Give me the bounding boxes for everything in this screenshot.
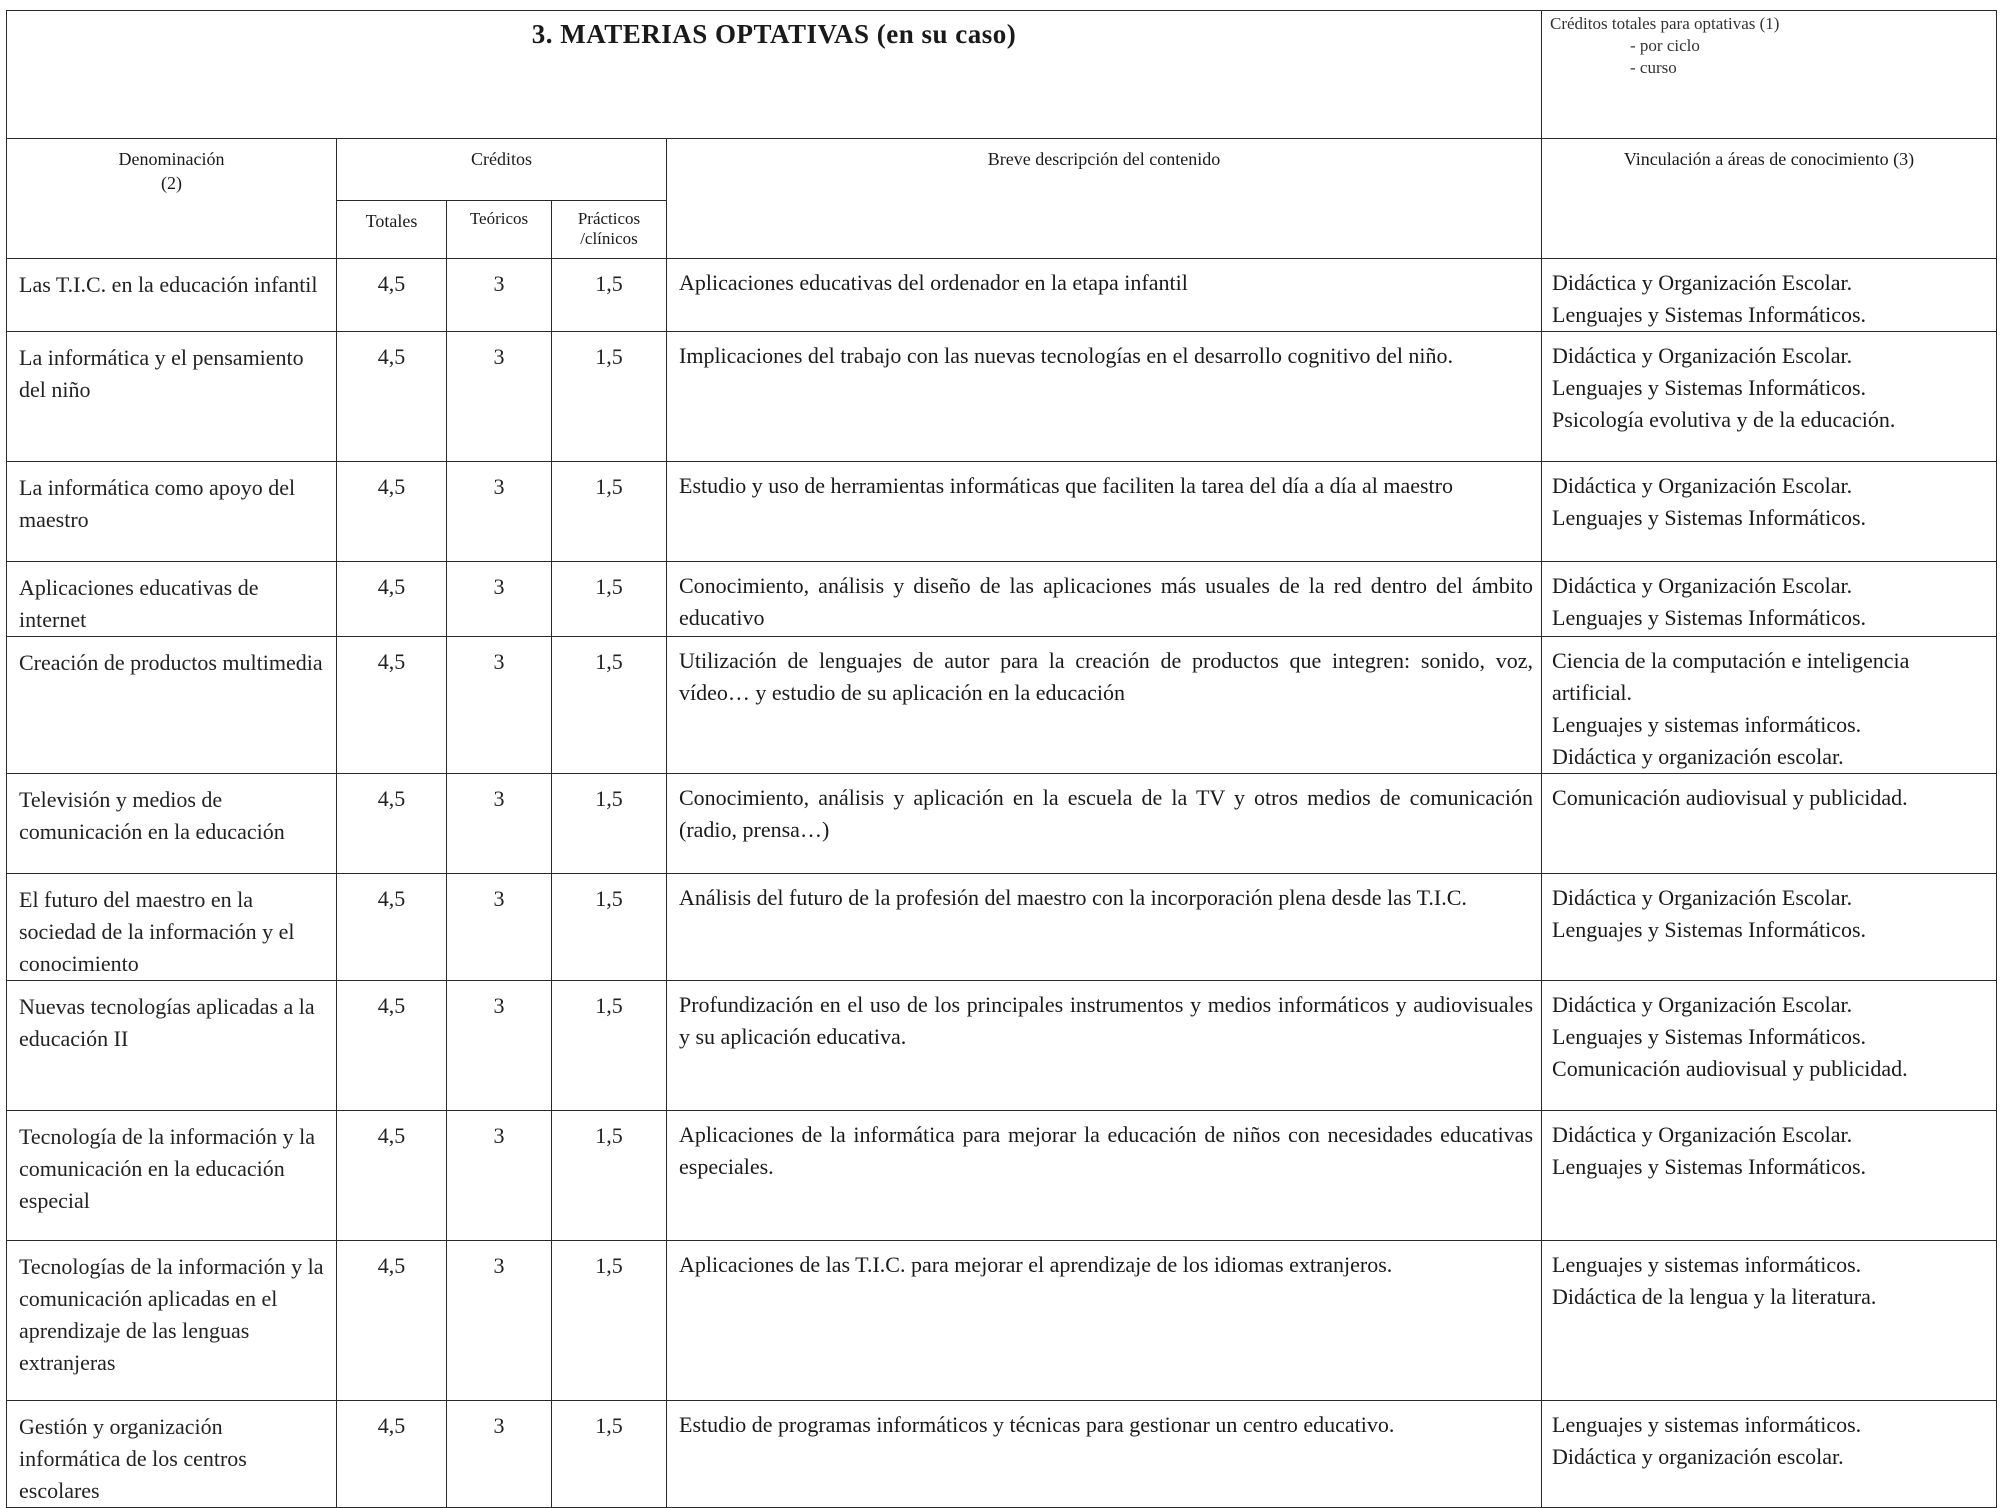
knowledge-areas (1542, 981, 1997, 1111)
credits-teoricos: 3 (447, 981, 552, 1111)
header-vinculacion-label: Vinculación a áreas de conocimiento (3) (1623, 149, 1915, 169)
header-practicos: Prácticos /clínicos (552, 201, 667, 259)
knowledge-areas (1542, 1111, 1997, 1241)
credits-teoricos: 3 (447, 774, 552, 874)
subject-description: Profundización en el uso de los principales instrumentos y medios informáticos y audiovisuales y su aplicación educativa. (667, 981, 1542, 1111)
knowledge-areas (1542, 1241, 1997, 1401)
knowledge-area-item: Lenguajes y Sistemas Informáticos. (1552, 302, 1867, 327)
knowledge-area-item: Didáctica y Organización Escolar. (1552, 270, 1853, 295)
header-vinculacion (1542, 139, 1997, 259)
credits-totales: 4,5 (337, 462, 447, 562)
subject-description: Estudio de programas informáticos y técnicas para gestionar un centro educativo. (667, 1401, 1542, 1508)
credits-practicos: 1,5 (552, 1241, 667, 1401)
subject-description: Análisis del futuro de la profesión del maestro con la incorporación plena desde las T.I.C. (667, 874, 1542, 981)
knowledge-area-item: Comunicación audiovisual y publicidad. (1552, 785, 1908, 810)
knowledge-area-item: Lenguajes y Sistemas Informáticos. (1552, 917, 1867, 942)
knowledge-areas (1542, 462, 1997, 562)
knowledge-area-item: Didáctica y Organización Escolar. (1552, 885, 1853, 910)
credits-per-cycle-label: - por ciclo (1630, 36, 1700, 55)
credits-teoricos: 3 (447, 637, 552, 774)
subject-name: Televisión y medios de comunicación en la educación (7, 774, 337, 874)
subject-description: Aplicaciones de la informática para mejorar la educación de niños con necesidades educativas especiales. (667, 1111, 1542, 1241)
subject-description: Conocimiento, análisis y diseño de las aplicaciones más usuales de la red dentro del ámbito educativo (667, 562, 1542, 637)
knowledge-area-item: Psicología evolutiva y de la educación. (1552, 407, 1896, 432)
credits-practicos: 1,5 (552, 259, 667, 332)
knowledge-area-item: Didáctica y organización escolar. (1552, 744, 1844, 769)
credits-totales: 4,5 (337, 774, 447, 874)
credits-totales: 4,5 (337, 1111, 447, 1241)
header-denominacion (7, 139, 337, 259)
knowledge-area-item: Lenguajes y Sistemas Informáticos. (1552, 375, 1867, 400)
knowledge-area-item: Didáctica y Organización Escolar. (1552, 573, 1853, 598)
subject-row (7, 462, 1997, 562)
credits-teoricos: 3 (447, 1241, 552, 1401)
subject-description: Conocimiento, análisis y aplicación en la escuela de la TV y otros medios de comunicación (radio, prensa…) (667, 774, 1542, 874)
knowledge-areas (1542, 874, 1997, 981)
knowledge-area-item: Comunicación audiovisual y publicidad. (1552, 1056, 1908, 1081)
subject-name: La informática y el pensamiento del niño (7, 332, 337, 462)
subject-description: Estudio y uso de herramientas informáticas que faciliten la tarea del día a día al maestro (667, 462, 1542, 562)
subject-name: Tecnología de la información y la comunicación en la educación especial (7, 1111, 337, 1241)
knowledge-area-item: Didáctica de la lengua y la literatura. (1552, 1284, 1877, 1309)
credits-total-label: Créditos totales para optativas (1) (1550, 14, 1780, 33)
credits-practicos: 1,5 (552, 332, 667, 462)
header-totales: Totales (337, 201, 447, 259)
subject-description: Utilización de lenguajes de autor para la creación de productos que integren: sonido, voz, vídeo… y estudio de su aplicación en la educación (667, 637, 1542, 774)
credits-practicos: 1,5 (552, 637, 667, 774)
knowledge-area-item: Didáctica y Organización Escolar. (1552, 473, 1853, 498)
subject-name: Aplicaciones educativas de internet (7, 562, 337, 637)
credits-summary-cell (1542, 11, 1997, 139)
subject-row (7, 874, 1997, 981)
subject-name: El futuro del maestro en la sociedad de la información y el conocimiento (7, 874, 337, 981)
subject-row (7, 562, 1997, 637)
subject-name: Nuevas tecnologías aplicadas a la educación II (7, 981, 337, 1111)
knowledge-area-item: Didáctica y Organización Escolar. (1552, 992, 1853, 1017)
knowledge-areas (1542, 332, 1997, 462)
knowledge-areas (1542, 774, 1997, 874)
credits-teoricos: 3 (447, 462, 552, 562)
header-teoricos: Teóricos (447, 201, 552, 259)
credits-teoricos: 3 (447, 332, 552, 462)
subject-description: Implicaciones del trabajo con las nuevas tecnologías en el desarrollo cognitivo del niño. (667, 332, 1542, 462)
credits-practicos: 1,5 (552, 774, 667, 874)
subject-name: Tecnologías de la información y la comunicación aplicadas en el aprendizaje de las lenguas extranjeras (7, 1241, 337, 1401)
credits-practicos: 1,5 (552, 1401, 667, 1508)
knowledge-areas (1542, 562, 1997, 637)
credits-teoricos: 3 (447, 562, 552, 637)
credits-totales: 4,5 (337, 981, 447, 1111)
subject-row (7, 637, 1997, 774)
credits-practicos: 1,5 (552, 981, 667, 1111)
knowledge-area-item: Lenguajes y sistemas informáticos. (1552, 1252, 1862, 1277)
subject-row (7, 1241, 1997, 1401)
optional-subjects-table (6, 10, 1997, 1508)
credits-practicos: 1,5 (552, 874, 667, 981)
subject-row (7, 981, 1997, 1111)
subject-row (7, 1111, 1997, 1241)
knowledge-area-item: Ciencia de la computación e inteligencia artificial. (1552, 648, 1910, 705)
knowledge-area-item: Lenguajes y Sistemas Informáticos. (1552, 1024, 1867, 1049)
knowledge-area-item: Lenguajes y sistemas informáticos. (1552, 712, 1862, 737)
credits-totales: 4,5 (337, 637, 447, 774)
knowledge-areas (1542, 1401, 1997, 1508)
knowledge-area-item: Lenguajes y Sistemas Informáticos. (1552, 505, 1867, 530)
subject-row (7, 332, 1997, 462)
credits-totales: 4,5 (337, 259, 447, 332)
subject-name: Las T.I.C. en la educación infantil (7, 259, 337, 332)
knowledge-areas (1542, 637, 1997, 774)
subject-row (7, 259, 1997, 332)
subject-name: Creación de productos multimedia (7, 637, 337, 774)
subject-row (7, 774, 1997, 874)
header-creditos: Créditos (337, 139, 667, 201)
credits-teoricos: 3 (447, 874, 552, 981)
header-descripcion: Breve descripción del contenido (667, 139, 1542, 259)
credits-per-course-label: - curso (1630, 58, 1677, 77)
credits-practicos: 1,5 (552, 1111, 667, 1241)
credits-totales: 4,5 (337, 332, 447, 462)
credits-teoricos: 3 (447, 259, 552, 332)
credits-teoricos: 3 (447, 1111, 552, 1241)
knowledge-areas (1542, 259, 1997, 332)
section-title: 3. MATERIAS OPTATIVAS (en su caso) (531, 19, 1017, 49)
credits-teoricos: 3 (447, 1401, 552, 1508)
credits-totales: 4,5 (337, 1401, 447, 1508)
subject-name: Gestión y organización informática de los centros escolares (7, 1401, 337, 1508)
subjects-body (7, 259, 1997, 1508)
knowledge-area-item: Didáctica y Organización Escolar. (1552, 343, 1853, 368)
credits-practicos: 1,5 (552, 562, 667, 637)
subject-name: La informática como apoyo del maestro (7, 462, 337, 562)
credits-practicos: 1,5 (552, 462, 667, 562)
knowledge-area-item: Didáctica y organización escolar. (1552, 1444, 1844, 1469)
credits-totales: 4,5 (337, 874, 447, 981)
header-denominacion-note: (2) (161, 173, 182, 193)
credits-totales: 4,5 (337, 562, 447, 637)
knowledge-area-item: Didáctica y Organización Escolar. (1552, 1122, 1853, 1147)
knowledge-area-item: Lenguajes y Sistemas Informáticos. (1552, 1154, 1867, 1179)
knowledge-area-item: Lenguajes y Sistemas Informáticos. (1552, 605, 1867, 630)
subject-description: Aplicaciones educativas del ordenador en la etapa infantil (667, 259, 1542, 332)
credits-totales: 4,5 (337, 1241, 447, 1401)
header-denominacion-label: Denominación (118, 149, 225, 169)
section-title-cell (7, 11, 1542, 139)
subject-row (7, 1401, 1997, 1508)
subject-description: Aplicaciones de las T.I.C. para mejorar el aprendizaje de los idiomas extranjeros. (667, 1241, 1542, 1401)
knowledge-area-item: Lenguajes y sistemas informáticos. (1552, 1412, 1862, 1437)
